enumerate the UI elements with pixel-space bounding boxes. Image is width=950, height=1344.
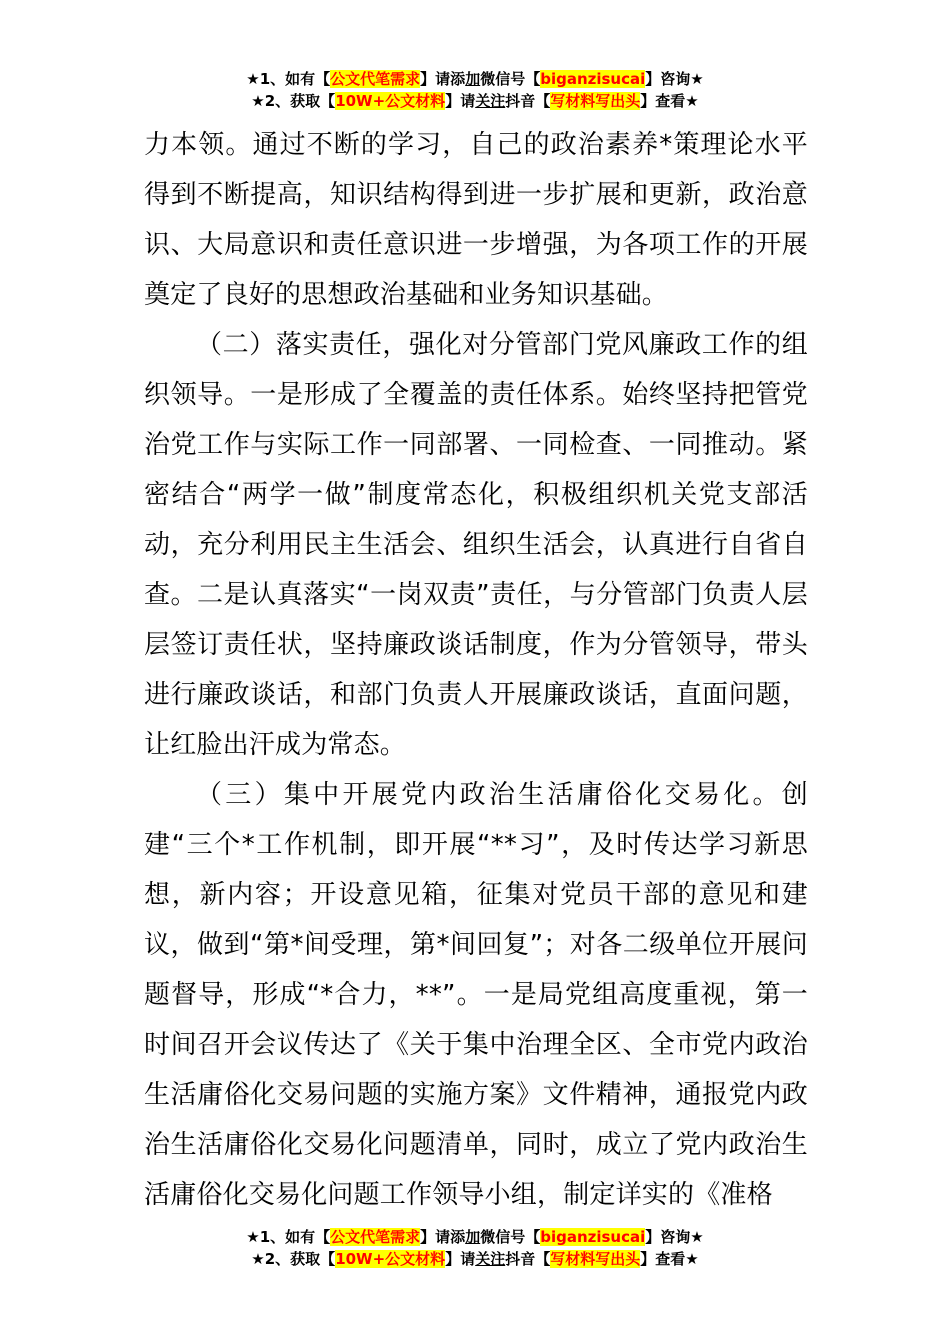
banner-line-1 bbox=[0, 68, 950, 90]
banner-text: 抖音【 bbox=[505, 1250, 551, 1268]
document-body bbox=[144, 120, 808, 1220]
banner-text: 】请添 bbox=[420, 70, 466, 88]
banner-highlight: 公文代笔需求 bbox=[330, 70, 421, 88]
paragraph-1: 力本领。通过不断的学习，自己的政治素养*策理论水平得到不断提高，知识结构得到进一步扩展和更新，政治意识、大局意识和责任意识进一步增强，为各项工作的开展奠定了良好的思想政治基础和业务知识基础。 bbox=[144, 130, 808, 310]
banner-line-1 bbox=[0, 1226, 950, 1248]
banner-text: ★1、如有【 bbox=[246, 1228, 331, 1246]
banner-underline: 加 bbox=[465, 70, 481, 88]
banner-text: 微信号【 bbox=[480, 70, 541, 88]
banner-underline: 关注 bbox=[475, 92, 506, 110]
banner-text: 】查看★ bbox=[640, 92, 699, 110]
banner-text: 微信号【 bbox=[480, 1228, 541, 1246]
header-banner bbox=[0, 68, 950, 112]
paragraph-3: （三）集中开展党内政治生活庸俗化交易化。创建“三个*工作机制，即开展“**习”，及时传达学习新思想，新内容；开设意见箱，征集对党员干部的意见和建议，做到“第*间受理，第*间回复”；对各二级单位开展问题督导，形成“*合力，**”。一是局党组高度重视，第一时间召开会议传达了《关于集中治理全区、全市党内政治生活庸俗化交易问题的实施方案》文件精神，通报党内政治生活庸俗化交易化问题清单，同时，成立了党内政治生活庸俗化交易化问题工作领导小组，制定详实的《准格 bbox=[144, 780, 808, 1210]
banner-text: 】请 bbox=[445, 1250, 476, 1268]
banner-highlight: 10W+公文材料 bbox=[335, 1250, 446, 1268]
banner-text: 】咨询★ bbox=[645, 1228, 704, 1246]
banner-highlight: biganzisucai bbox=[540, 70, 646, 88]
banner-underline: 关注 bbox=[475, 1250, 506, 1268]
banner-text: 】咨询★ bbox=[645, 70, 704, 88]
banner-highlight: 公文代笔需求 bbox=[330, 1228, 421, 1246]
banner-text: ★2、获取【 bbox=[251, 1250, 336, 1268]
banner-line-2 bbox=[0, 1248, 950, 1270]
banner-highlight: 写材料写出头 bbox=[550, 1250, 641, 1268]
banner-text: ★2、获取【 bbox=[251, 92, 336, 110]
banner-text: 抖音【 bbox=[505, 92, 551, 110]
banner-text: 】请添 bbox=[420, 1228, 466, 1246]
footer-banner bbox=[0, 1226, 950, 1270]
banner-line-2 bbox=[0, 90, 950, 112]
banner-text: 】查看★ bbox=[640, 1250, 699, 1268]
banner-highlight: biganzisucai bbox=[540, 1228, 646, 1246]
banner-text: 】请 bbox=[445, 92, 476, 110]
banner-highlight: 10W+公文材料 bbox=[335, 92, 446, 110]
banner-highlight: 写材料写出头 bbox=[550, 92, 641, 110]
banner-underline: 加 bbox=[465, 1228, 481, 1246]
banner-text: ★1、如有【 bbox=[246, 70, 331, 88]
paragraph-2: （二）落实责任，强化对分管部门党风廉政工作的组织领导。一是形成了全覆盖的责任体系。始终坚持把管党治党工作与实际工作一同部署、一同检查、一同推动。紧密结合“两学一做”制度常态化，积极组织机关党支部活动，充分利用民主生活会、组织生活会，认真进行自省自查。二是认真落实“一岗双责”责任，与分管部门负责人层层签订责任状，坚持廉政谈话制度，作为分管领导，带头进行廉政谈话，和部门负责人开展廉政谈话，直面问题，让红脸出汗成为常态。 bbox=[144, 330, 808, 760]
